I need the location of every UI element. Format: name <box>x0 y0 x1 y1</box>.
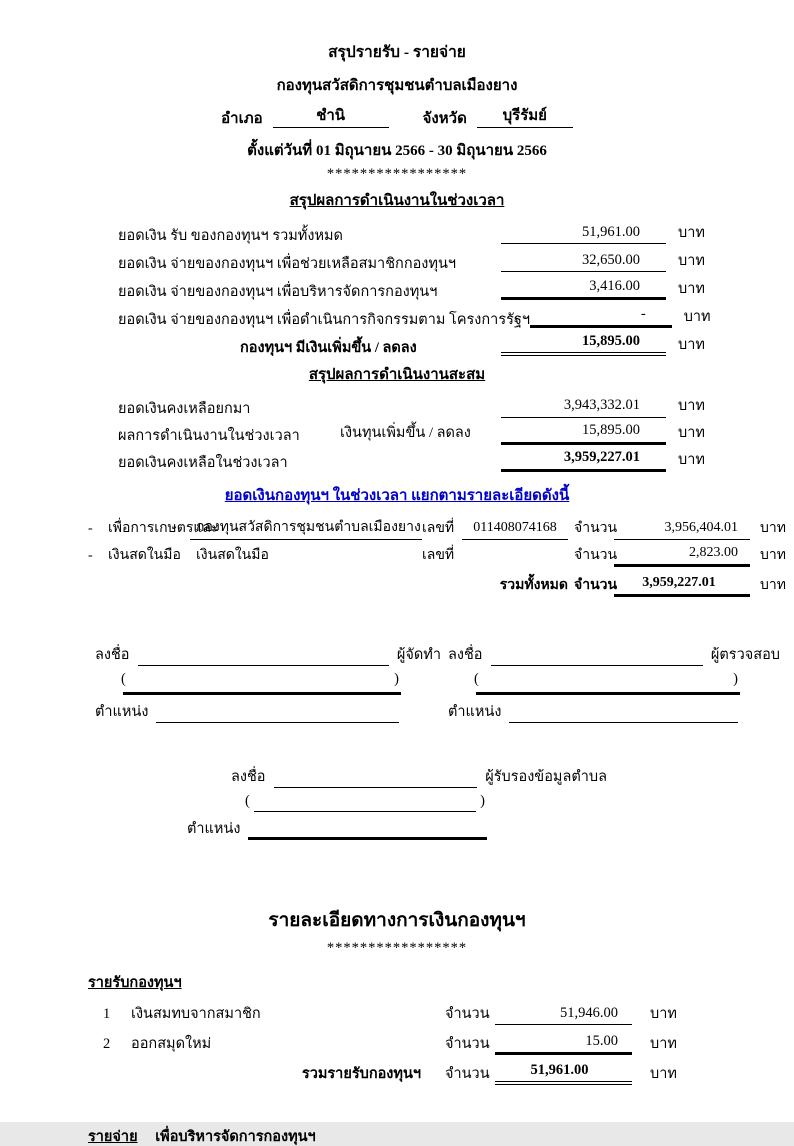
row-unit: บาท <box>760 520 786 536</box>
fund-balance-detail-title: ยอดเงินกองทุนฯ ในช่วงเวลา แยกตามรายละเอียดดังนี้ <box>224 487 570 504</box>
total-amount: 3,959,227.01 <box>614 575 750 597</box>
row-number <box>103 1082 131 1085</box>
row-bullet: - <box>88 547 93 563</box>
cumulative-summary-title: สรุปผลการดำเนินงานสะสม <box>308 367 486 384</box>
province-value: บุรีรัมย์ <box>477 108 573 128</box>
name-paren-line <box>95 666 441 690</box>
income-row <box>0 1025 794 1055</box>
row-label: ออกสมุดใหม่ <box>131 1035 212 1052</box>
cumulative-row <box>0 418 794 445</box>
row-number: 1 <box>103 1005 111 1022</box>
period-summary-row <box>0 272 794 300</box>
row-sublabel: เงินทุนเพิ่มขึ้น / ลดลง <box>340 425 471 442</box>
row-label: ยอดเงิน รับ ของกองทุนฯ รวมทั้งหมด <box>118 227 343 244</box>
signature-blank-line <box>138 665 389 666</box>
district-label: อำเภอ <box>221 111 263 128</box>
row-amount: 32,650.00 <box>501 252 666 273</box>
signature-block-preparer <box>95 641 441 723</box>
income-section-header: รายรับกองทุนฯ <box>88 974 182 991</box>
divider-rule <box>123 692 401 695</box>
signature-row-center <box>0 763 794 840</box>
open-paren: ( <box>474 671 479 688</box>
row-amount: 15,895.00 <box>501 333 666 357</box>
qty-label: จำนวน <box>445 1035 490 1052</box>
open-paren: ( <box>121 671 126 688</box>
total-amount: 51,961.00 <box>495 1062 632 1086</box>
account-no-value: 011408074168 <box>462 520 568 540</box>
row-amount: 51,946.00 <box>495 1005 632 1026</box>
date-range: ตั้งแต่วันที่ 01 มิถุนายน 2566 - 30 มิถุนายน 2566 <box>247 143 547 160</box>
position-label: ตำแหน่ง <box>95 704 149 721</box>
name-blank-line <box>254 811 476 812</box>
position-line <box>187 814 607 840</box>
row-label: ยอดเงินคงเหลือยกมา <box>118 401 251 418</box>
row-bullet: - <box>88 520 93 536</box>
signature-blank-line <box>274 787 478 788</box>
period-summary-row <box>0 244 794 272</box>
sign-line <box>448 641 780 666</box>
star-divider: ***************** <box>326 939 468 956</box>
row-amount: 3,943,332.01 <box>501 397 666 418</box>
name-paren-line <box>187 788 607 812</box>
signer-role: ผู้จัดทำ <box>396 647 441 664</box>
row-unit: บาท <box>678 398 705 415</box>
position-blank-line <box>248 837 487 840</box>
signature-block-auditor <box>448 641 780 723</box>
row-unit: บาท <box>678 452 705 469</box>
position-line <box>448 697 780 723</box>
income-total-row <box>0 1055 794 1085</box>
row-account-name: เงินสดในมือ <box>196 547 269 563</box>
qty-label: จำนวน <box>574 520 618 536</box>
fund-balance-row <box>0 513 794 540</box>
expense-section-line <box>0 1129 794 1146</box>
divider-rule <box>476 692 740 695</box>
total-label: รวมทั้งหมด <box>499 577 568 593</box>
period-summary-row <box>0 300 794 328</box>
row-unit: บาท <box>678 425 705 442</box>
row-amount: 15.00 <box>495 1033 632 1056</box>
province-label: จังหวัด <box>422 111 467 128</box>
position-label: ตำแหน่ง <box>448 704 502 721</box>
period-summary-row <box>0 216 794 244</box>
district-province-row <box>0 108 794 128</box>
row-number: 2 <box>103 1035 111 1052</box>
row-account-name: กองทุนสวัสดิการชุมชนตำบลเมืองยาง <box>190 520 422 540</box>
fund-name: กองทุนสวัสดิการชุมชนตำบลเมืองยาง <box>276 77 518 94</box>
close-paren: ) <box>733 671 738 688</box>
qty-label: จำนวน <box>445 1005 490 1022</box>
row-category: เงินสดในมือ <box>108 547 181 563</box>
signer-role: ผู้รับรองข้อมูลตำบล <box>485 769 607 786</box>
row-category: เพื่อการเกษตรและ <box>108 520 219 536</box>
account-no-label: เลขที่ <box>422 520 455 536</box>
row-label: ผลการดำเนินงานในช่วงเวลา <box>118 428 300 445</box>
sign-line <box>95 641 441 666</box>
income-row <box>0 995 794 1025</box>
page-title: สรุปรายรับ - รายจ่าย <box>328 44 466 61</box>
position-blank-line <box>509 722 738 723</box>
account-no-label: เลขที่ <box>422 547 455 563</box>
qty-label: จำนวน <box>445 1065 490 1082</box>
signature-blank-line <box>491 665 703 666</box>
position-blank-line <box>156 722 399 723</box>
row-unit: บาท <box>678 252 705 269</box>
row-unit: บาท <box>678 336 705 353</box>
row-label: กองทุนฯ มีเงินเพิ่มขึ้น / ลดลง <box>240 339 417 356</box>
close-paren: ) <box>394 671 399 688</box>
sign-line <box>187 763 607 788</box>
qty-label: จำนวน <box>574 547 618 563</box>
row-label: เงินสมทบจากสมาชิก <box>131 1005 261 1022</box>
sign-label: ลงชื่อ <box>231 769 266 786</box>
name-paren-line <box>448 666 780 690</box>
row-amount: 3,956,404.01 <box>614 520 750 540</box>
row-unit: บาท <box>678 224 705 241</box>
signer-role: ผู้ตรวจสอบ <box>710 647 780 664</box>
period-summary-total-row <box>0 328 794 356</box>
row-unit: บาท <box>678 280 705 297</box>
row-label: ยอดเงินคงเหลือในช่วงเวลา <box>118 455 288 472</box>
position-label: ตำแหน่ง <box>187 821 241 838</box>
row-label: ยอดเงิน จ่ายของกองทุนฯ เพื่อดำเนินการกิจกรรมตาม โครงการรัฐฯ <box>118 311 531 328</box>
fund-balance-total-row <box>0 567 794 597</box>
fund-balance-row <box>0 540 794 567</box>
expense-note: เพื่อบริหารจัดการกองทุนฯ <box>155 1129 316 1146</box>
cumulative-row <box>0 391 794 418</box>
cumulative-total-row <box>0 445 794 472</box>
open-paren: ( <box>245 793 250 810</box>
star-divider: ***************** <box>326 165 468 182</box>
row-unit: บาท <box>650 1065 677 1082</box>
sign-label: ลงชื่อ <box>448 647 483 664</box>
row-unit: บาท <box>650 1035 677 1052</box>
signature-row-top <box>0 641 794 723</box>
position-line <box>95 697 441 723</box>
row-unit: บาท <box>760 577 786 593</box>
row-unit: บาท <box>650 1005 677 1022</box>
district-value: ชำนิ <box>273 108 389 128</box>
expense-header: รายจ่าย <box>88 1129 138 1146</box>
financial-detail-title: รายละเอียดทางการเงินกองทุนฯ <box>268 909 526 931</box>
row-label: ยอดเงิน จ่ายของกองทุนฯ เพื่อบริหารจัดการกองทุนฯ <box>118 283 438 300</box>
signature-block-certifier <box>187 763 607 840</box>
row-amount: 3,959,227.01 <box>501 449 666 472</box>
row-label: ยอดเงิน จ่ายของกองทุนฯ เพื่อช่วยเหลือสมาชิกกองทุนฯ <box>118 255 456 272</box>
row-unit: บาท <box>760 547 786 563</box>
row-amount: 2,823.00 <box>614 545 750 567</box>
row-unit: บาท <box>683 308 711 325</box>
qty-label: จำนวน <box>574 577 618 593</box>
row-amount: - <box>530 306 672 329</box>
row-amount: 3,416.00 <box>501 278 666 301</box>
row-amount: 51,961.00 <box>501 224 666 245</box>
sign-label: ลงชื่อ <box>95 647 130 664</box>
account-no-value <box>462 564 568 567</box>
row-amount: 15,895.00 <box>501 422 666 445</box>
period-summary-title: สรุปผลการดำเนินงานในช่วงเวลา <box>289 193 505 210</box>
close-paren: ) <box>480 793 485 810</box>
total-label: รวมรายรับกองทุนฯ <box>301 1065 421 1082</box>
